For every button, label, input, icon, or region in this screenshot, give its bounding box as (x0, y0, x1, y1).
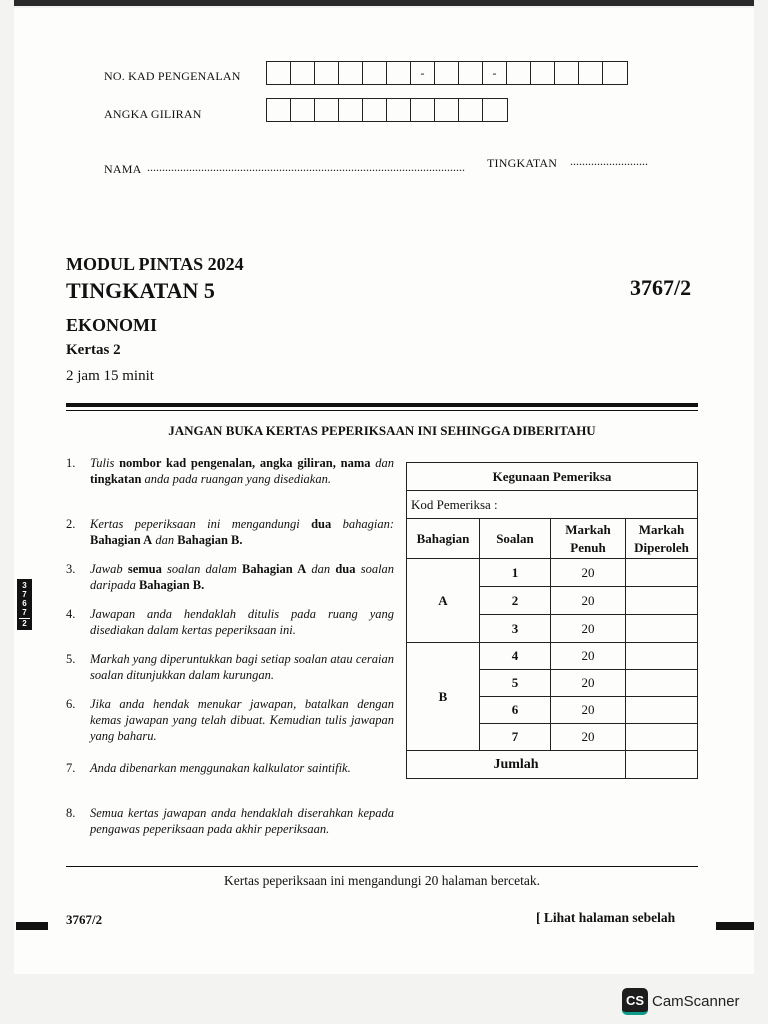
index-box[interactable] (411, 99, 435, 121)
ic-box[interactable] (363, 62, 387, 84)
subject-title: EKONOMI (66, 315, 158, 335)
side-code-char: 2 (19, 618, 30, 628)
ic-box[interactable] (579, 62, 603, 84)
footer-paper-code: 3767/2 (66, 912, 103, 927)
examiner-table (406, 462, 698, 779)
obtained-marks-cell[interactable] (626, 643, 698, 670)
instruction-bold: nama (340, 456, 371, 470)
instruction-text: dan (311, 562, 331, 576)
instruction-bold: dua (335, 562, 356, 576)
instruction-item (66, 696, 394, 744)
ic-box[interactable] (507, 62, 531, 84)
index-box[interactable] (459, 99, 483, 121)
instruction-text: Jika anda hendak menukar jawapan, batalkan dengan kemas jawapan yang telah dibuat. Kemudian tulis jawapan yang baharu. (90, 697, 394, 743)
col-header-text: Markah (638, 521, 685, 537)
obtained-marks-cell[interactable] (626, 670, 698, 697)
ic-box-dash: - (483, 62, 507, 84)
total-label: Jumlah (407, 751, 626, 779)
ic-box[interactable] (387, 62, 411, 84)
ic-box[interactable] (459, 62, 483, 84)
index-number-boxes[interactable] (266, 98, 508, 122)
name-label: NAMA (104, 162, 142, 176)
question-number: 5 (480, 670, 551, 697)
instruction-item (66, 516, 394, 548)
col-header-question-text: Soalan (496, 530, 534, 546)
side-code-char: 7 (22, 590, 27, 599)
side-code-char: 3 (22, 581, 27, 590)
side-code-char: 6 (22, 599, 27, 608)
camscanner-text: CamScanner (652, 993, 740, 1010)
instruction-bold: nombor kad pengenalan, angka giliran, (119, 456, 336, 470)
instruction-text: soalan dalam (167, 562, 237, 576)
duration: 2 jam 15 minit (66, 368, 154, 384)
camscanner-watermark (622, 988, 740, 1015)
ic-box[interactable] (531, 62, 555, 84)
ic-box[interactable] (435, 62, 459, 84)
instruction-number: 2. (66, 517, 76, 531)
instruction-item (66, 606, 394, 638)
header-rule-thick (66, 403, 698, 407)
index-box[interactable] (387, 99, 411, 121)
question-number: 2 (480, 587, 551, 615)
full-marks-cell: 20 (551, 697, 626, 724)
instruction-text: Anda dibenarkan menggunakan kalkulator saintifik. (90, 761, 351, 775)
instruction-text: Tulis (90, 456, 115, 470)
instruction-item (66, 561, 394, 593)
next-page-note: [ Lihat halaman sebelah (536, 910, 676, 925)
instruction-number: 6. (66, 697, 76, 711)
footer-rule (66, 866, 698, 867)
instruction-number: 5. (66, 652, 76, 666)
col-header-obtained-marks (626, 519, 698, 559)
instruction-number: 1. (66, 456, 76, 470)
instruction-text: soalan daripada (90, 562, 395, 592)
total-marks-cell[interactable] (626, 751, 698, 779)
registration-mark-right (716, 922, 754, 930)
instruction-text: Kertas peperiksaan ini mengandungi (90, 517, 300, 531)
top-edge-bar (14, 0, 754, 6)
form-level-title: TINGKATAN 5 (66, 278, 215, 303)
registration-mark-left (16, 922, 48, 930)
instruction-text: Semua kertas jawapan anda hendaklah diserahkan kepada pengawas peperiksaan pada akhir peperiksaan. (90, 806, 394, 836)
examiner-code-field[interactable]: Kod Pemeriksa : (407, 491, 698, 519)
camscanner-logo-icon: CS (622, 988, 648, 1015)
col-header-text: Penuh (570, 539, 606, 555)
instruction-bold: Bahagian A (242, 562, 307, 576)
instruction-bold: Bahagian B. (138, 578, 205, 592)
instruction-item (66, 455, 394, 487)
question-number: 7 (480, 724, 551, 751)
instruction-text: dan (155, 533, 175, 547)
form-label: TINGKATAN (487, 156, 558, 170)
ic-number-boxes[interactable] (266, 61, 628, 85)
ic-box[interactable] (267, 62, 291, 84)
instruction-text: dan (375, 456, 395, 470)
index-box[interactable] (435, 99, 459, 121)
obtained-marks-cell[interactable] (626, 724, 698, 751)
index-box[interactable] (363, 99, 387, 121)
instruction-bold: tingkatan (90, 472, 142, 486)
instruction-bold: semua (127, 562, 162, 576)
page-count-note: Kertas peperiksaan ini mengandungi 20 halaman bercetak. (223, 873, 540, 888)
section-b-cell: B (407, 643, 480, 751)
paper-code: 3767/2 (630, 275, 692, 300)
full-marks-cell: 20 (551, 559, 626, 587)
full-marks-cell: 20 (551, 587, 626, 615)
instruction-text: Jawapan anda hendaklah ditulis pada ruang yang disediakan dalam kertas peperiksaan ini. (90, 607, 394, 637)
index-box[interactable] (483, 99, 507, 121)
index-box[interactable] (291, 99, 315, 121)
col-header-text: Markah (565, 521, 611, 537)
ic-box[interactable] (291, 62, 315, 84)
obtained-marks-cell[interactable] (626, 559, 698, 587)
instruction-number: 3. (66, 562, 76, 576)
instruction-bold: Bahagian A (90, 533, 153, 547)
instruction-item (66, 651, 394, 683)
instruction-item (66, 760, 394, 776)
instruction-text: Jawab (90, 562, 123, 576)
module-title: MODUL PINTAS 2024 (66, 254, 244, 274)
question-number: 3 (480, 615, 551, 643)
paper-number: Kertas 2 (66, 342, 121, 358)
ic-box[interactable] (339, 62, 363, 84)
instruction-number: 4. (66, 607, 76, 621)
question-number: 4 (480, 643, 551, 670)
ic-box[interactable] (603, 62, 627, 84)
full-marks-cell: 20 (551, 615, 626, 643)
index-box[interactable] (339, 99, 363, 121)
header-rule-thin (66, 410, 698, 411)
full-marks-cell: 20 (551, 670, 626, 697)
instruction-text: bahagian: (342, 517, 395, 531)
full-marks-cell: 20 (551, 643, 626, 670)
instruction-number: 8. (66, 806, 76, 820)
index-box[interactable] (267, 99, 291, 121)
index-box[interactable] (315, 99, 339, 121)
do-not-open-warning: JANGAN BUKA KERTAS PEPERIKSAAN INI SEHINGGA DIBERITAHU (168, 423, 596, 438)
side-code-tab (17, 579, 32, 630)
ic-box[interactable] (315, 62, 339, 84)
index-number-label: ANGKA GILIRAN (104, 107, 202, 121)
table-title: Kegunaan Pemeriksa (407, 463, 698, 491)
side-code-char: 7 (22, 608, 27, 617)
form-field[interactable]: .......................... (570, 154, 648, 168)
instruction-number: 7. (66, 761, 76, 775)
name-field[interactable]: .......................................................................................................... (147, 160, 465, 174)
question-number: 1 (480, 559, 551, 587)
instruction-text: anda pada ruangan yang disediakan. (144, 472, 331, 486)
instruction-text: Markah yang diperuntukkan bagi setiap soalan atau ceraian soalan ditunjukkan dalam kurungan. (90, 652, 394, 682)
col-header-full-marks (551, 519, 626, 559)
full-marks-cell: 20 (551, 724, 626, 751)
obtained-marks-cell[interactable] (626, 615, 698, 643)
col-header-question (480, 519, 551, 559)
obtained-marks-cell[interactable] (626, 697, 698, 724)
instruction-item (66, 805, 394, 837)
obtained-marks-cell[interactable] (626, 587, 698, 615)
col-header-section: Bahagian (407, 519, 480, 559)
ic-number-label: NO. KAD PENGENALAN (104, 69, 241, 83)
col-header-text: Diperoleh (634, 539, 689, 555)
ic-box[interactable] (555, 62, 579, 84)
instruction-bold: dua (311, 517, 332, 531)
ic-box-dash: - (411, 62, 435, 84)
instruction-bold: Bahagian B. (177, 533, 243, 547)
question-number: 6 (480, 697, 551, 724)
section-a-cell: A (407, 559, 480, 643)
